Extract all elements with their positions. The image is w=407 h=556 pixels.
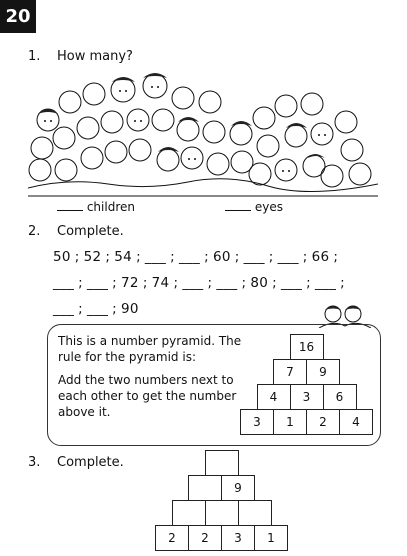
sequence-number: 90	[121, 301, 139, 317]
sequence-number: 52	[83, 249, 102, 265]
sequence-separator: ;	[234, 249, 240, 265]
sequence-number: 72	[121, 275, 139, 291]
sequence-blank[interactable]: ___	[178, 249, 201, 265]
sequence-number: 74	[151, 275, 170, 291]
sequence-blank[interactable]: ___	[182, 275, 204, 291]
sequence-separator: ;	[340, 275, 346, 291]
sequence-separator: ;	[74, 249, 80, 265]
question-2-prompt: Complete.	[57, 224, 124, 239]
sequence-row-2	[53, 275, 349, 291]
sequence-separator: ;	[207, 275, 213, 291]
sequence-blank[interactable]: ___	[243, 249, 265, 265]
sequence-row-3	[53, 301, 143, 317]
eyes-label: eyes	[254, 200, 283, 214]
sequence-separator: ;	[302, 249, 308, 265]
pyramid-cell: 4	[339, 409, 373, 435]
sequence-separator: ;	[105, 249, 111, 265]
crowd-of-children-illustration	[28, 70, 378, 198]
sequence-number: 66	[311, 249, 330, 265]
sequence-separator: ;	[333, 249, 339, 265]
sequence-blank[interactable]: ___	[87, 275, 109, 291]
pyramid-cell: 1	[254, 525, 288, 551]
question-2-number: 2.	[28, 224, 41, 239]
eyes-answer-blank[interactable]	[225, 198, 251, 211]
sequence-separator: ;	[78, 275, 84, 291]
pyramid-cell: 7	[273, 359, 307, 385]
sequence-number: 80	[250, 275, 269, 291]
question-3-number: 3.	[28, 455, 41, 470]
pyramid-cell: 2	[155, 525, 189, 551]
question-1-number: 1.	[28, 49, 41, 64]
pyramid-cell: 4	[257, 384, 291, 410]
pyramid-rule-line-2: each other to get the number	[58, 389, 237, 403]
sequence-blank[interactable]: ___	[216, 275, 238, 291]
pyramid-intro-line-2: rule for the pyramid is:	[58, 350, 196, 364]
task-number-pyramid	[155, 450, 290, 552]
pyramid-intro-line-1: This is a number pyramid. The	[58, 334, 242, 348]
sequence-blank[interactable]: ___	[53, 301, 75, 317]
pyramid-cell[interactable]	[172, 500, 206, 526]
pyramid-cell: 9	[306, 359, 340, 385]
children-answer	[57, 198, 135, 214]
eyes-answer	[225, 198, 283, 214]
sequence-separator: ;	[204, 249, 209, 265]
sequence-separator: ;	[136, 249, 141, 265]
children-label: children	[86, 200, 135, 214]
pyramid-cell: 1	[273, 409, 307, 435]
pyramid-rule-line-1: Add the two numbers next to	[58, 373, 234, 387]
sequence-number: 50	[53, 249, 71, 265]
sequence-separator: ;	[170, 249, 175, 265]
pyramid-cell: 6	[323, 384, 357, 410]
pyramid-cell[interactable]	[205, 450, 239, 476]
sequence-separator: ;	[306, 275, 311, 291]
sequence-separator: ;	[173, 275, 179, 291]
pyramid-cell: 2	[188, 525, 222, 551]
sequence-separator: ;	[112, 275, 118, 291]
sequence-separator: ;	[272, 275, 277, 291]
sequence-blank[interactable]: ___	[53, 275, 75, 291]
pyramid-cell: 3	[240, 409, 274, 435]
sequence-separator: ;	[241, 275, 247, 291]
pyramid-rule-line-3: above it.	[58, 405, 111, 419]
sequence-number: 60	[212, 249, 231, 265]
pyramid-cell[interactable]	[238, 500, 272, 526]
sequence-separator: ;	[268, 249, 274, 265]
sequence-number: 54	[114, 249, 133, 265]
sequence-blank[interactable]: ___	[280, 275, 303, 291]
sequence-blank[interactable]: ___	[144, 249, 167, 265]
sequence-separator: ;	[112, 301, 118, 317]
sequence-blank[interactable]: ___	[315, 275, 337, 291]
sequence-row-1	[53, 249, 342, 265]
question-3-prompt: Complete.	[57, 455, 124, 470]
pyramid-cell: 9	[221, 475, 255, 501]
pyramid-cell[interactable]	[188, 475, 222, 501]
sequence-blank[interactable]: ___	[87, 301, 109, 317]
sequence-separator: ;	[78, 301, 84, 317]
pyramid-cell: 3	[221, 525, 255, 551]
pyramid-cell: 16	[290, 334, 324, 360]
question-1-prompt: How many?	[57, 49, 133, 64]
children-answer-blank[interactable]	[57, 198, 83, 211]
sequence-blank[interactable]: ___	[277, 249, 299, 265]
example-number-pyramid	[240, 334, 374, 434]
pyramid-cell: 2	[306, 409, 340, 435]
pyramid-cell: 3	[290, 384, 324, 410]
pyramid-cell[interactable]	[205, 500, 239, 526]
sequence-separator: ;	[142, 275, 148, 291]
page-number: 20	[0, 0, 36, 33]
